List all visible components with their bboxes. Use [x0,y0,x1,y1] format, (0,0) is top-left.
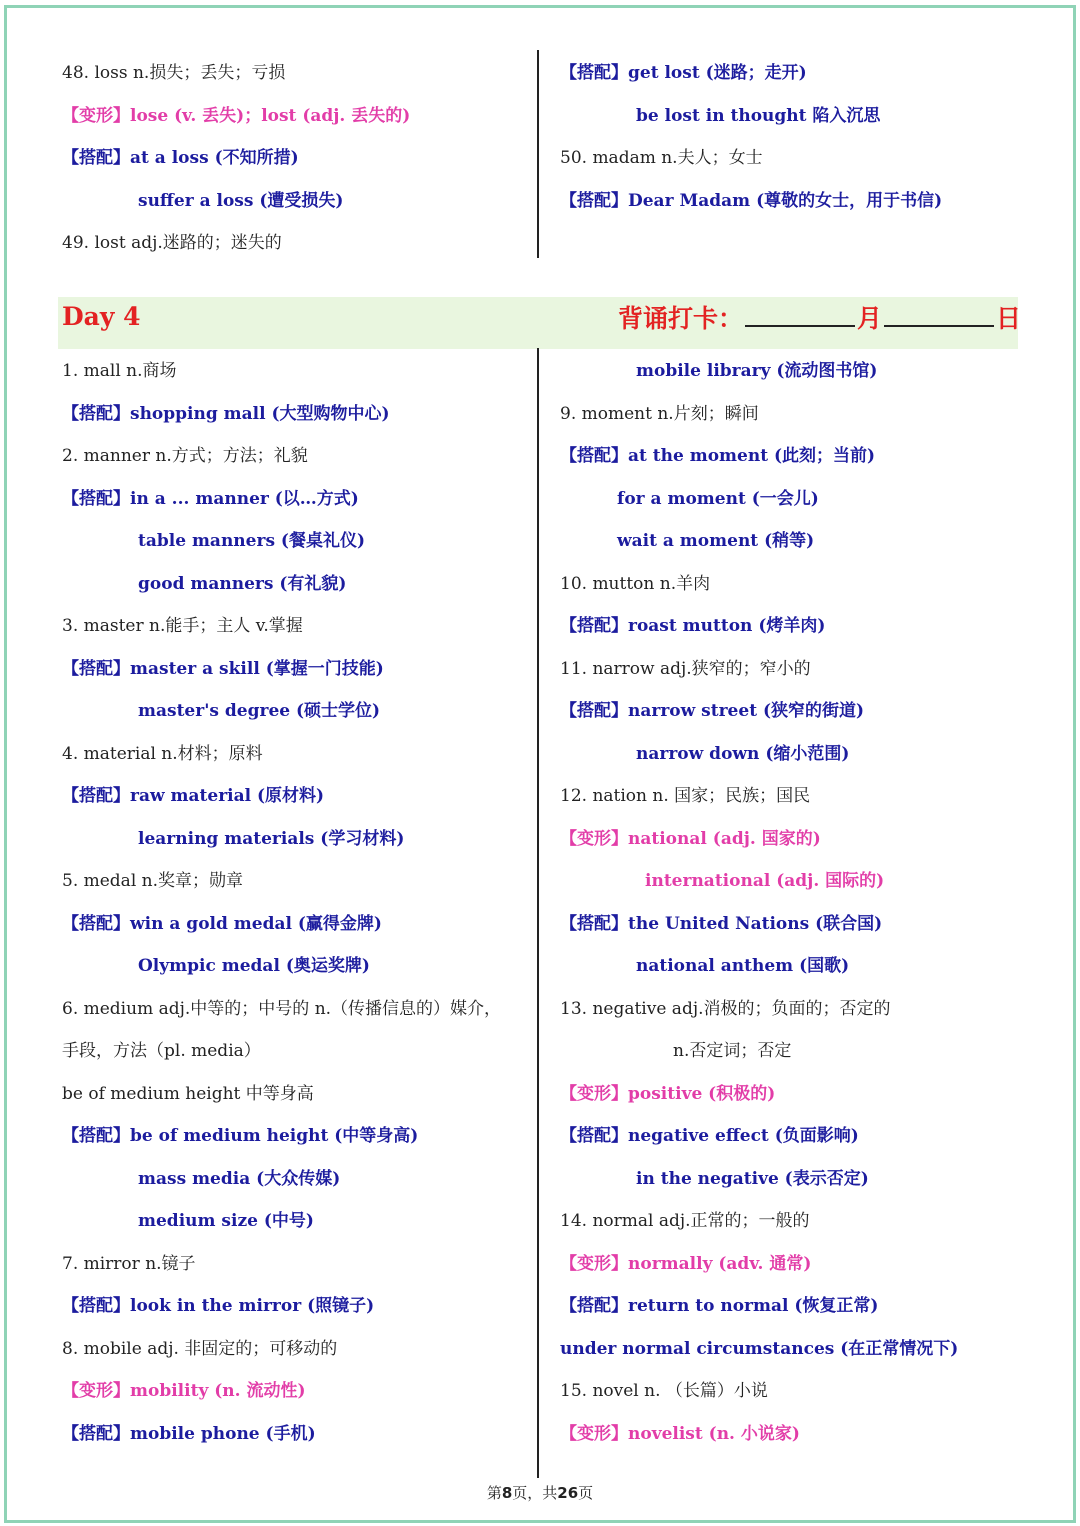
column-divider-top [537,50,539,258]
entry-line: 50. madam n.夫人；女士 [560,148,763,168]
entry-line: 5. medal n.奖章；勋章 [62,871,244,891]
month-blank [745,297,855,327]
footer-page-number: 8 [501,1484,513,1502]
collocation-line: master's degree (硕士学位) [138,701,381,721]
inflection-line: 【变形】mobility (n. 流动性) [62,1381,306,1401]
collocation-line: 【搭配】return to normal (恢复正常) [560,1296,879,1316]
footer-suffix: 页 [578,1484,594,1502]
day-label: 日 [996,304,1022,333]
entry-line: 4. material n.材料；原料 [62,743,263,764]
collocation-line: learning materials (学习材料) [138,828,405,849]
collocation-line: 【搭配】shopping mall (大型购物中心) [62,403,390,424]
entry-line: 9. moment n.片刻；瞬间 [560,403,759,424]
inflection-line: 【变形】novelist (n. 小说家) [560,1423,800,1444]
collocation-line: medium size (中号) [138,1211,314,1231]
inflection-line: 【变形】normally (adv. 通常) [560,1253,812,1274]
collocation-line: table manners (餐桌礼仪) [138,531,366,551]
entry-line: 1. mall n.商场 [62,361,177,381]
entry-line: 2. manner n.方式；方法；礼貌 [62,446,308,466]
collocation-line: 【搭配】win a gold medal (赢得金牌) [62,913,382,934]
day-title: Day 4 [62,302,141,331]
entry-line: 13. negative adj.消极的；负面的；否定的 [560,998,891,1019]
collocation-line: under normal circumstances (在正常情况下) [560,1338,959,1359]
collocation-line: 【搭配】be of medium height (中等身高) [62,1126,419,1146]
entry-line: 14. normal adj.正常的；一般的 [560,1211,810,1231]
entry-line: 3. master n.能手；主人 v.掌握 [62,616,303,636]
collocation-line: 【搭配】Dear Madam (尊敬的女士，用于书信) [560,190,943,211]
footer-total-pages: 26 [557,1484,579,1502]
collocation-line: Olympic medal (奥运奖牌) [138,956,370,976]
inflection-line: 【变形】lose (v. 丢失)；lost (adj. 丢失的) [62,105,411,126]
entry-line: n.否定词；否定 [673,1041,792,1061]
day-blank [884,297,994,327]
collocation-line: wait a moment (稍等) [617,531,815,551]
entry-line: 48. loss n.损失；丢失；亏损 [62,63,286,83]
collocation-line: national anthem (国歌) [636,956,850,976]
collocation-line: 【搭配】look in the mirror (照镜子) [62,1296,375,1316]
collocation-line: for a moment (一会儿) [617,488,819,509]
column-divider-main [537,348,539,1478]
inflection-line: 【变形】positive (积极的) [560,1083,776,1104]
entry-line: 12. nation n. 国家；民族；国民 [560,786,811,806]
collocation-line: 【搭配】raw material (原材料) [62,786,325,806]
collocation-line: narrow down (缩小范围) [636,743,850,764]
collocation-line: be lost in thought 陷入沉思 [636,105,881,126]
collocation-line: 【搭配】mobile phone (手机) [62,1423,316,1444]
footer-mid: 页，共 [512,1484,558,1502]
entry-line: 6. medium adj.中等的；中号的 n.（传播信息的）媒介， [62,998,502,1019]
collocation-line: 【搭配】at the moment (此刻；当前) [560,446,876,466]
entry-line: 49. lost adj.迷路的；迷失的 [62,233,282,253]
collocation-line: 【搭配】in a ... manner (以…方式) [62,488,359,509]
entry-line: 10. mutton n.羊肉 [560,573,711,594]
collocation-line: 【搭配】narrow street (狭窄的街道) [560,701,865,721]
collocation-line: in the negative (表示否定) [636,1168,869,1189]
inflection-line: 【变形】national (adj. 国家的) [560,828,821,849]
entry-line: be of medium height 中等身高 [62,1083,314,1104]
checkin-label [618,297,1021,349]
entry-line: 15. novel n. （长篇）小说 [560,1381,768,1401]
entry-line: 11. narrow adj.狭窄的；窄小的 [560,658,811,679]
entry-line: 7. mirror n.镜子 [62,1253,196,1274]
collocation-line: good manners (有礼貌) [138,573,347,594]
entry-line: 手段，方法（pl. media） [62,1041,261,1061]
collocation-line: 【搭配】the United Nations (联合国) [560,913,883,934]
page-footer [0,1482,1080,1503]
inflection-line: international (adj. 国际的) [645,871,885,891]
collocation-line: 【搭配】get lost (迷路；走开) [560,63,807,83]
entry-line: 8. mobile adj. 非固定的；可移动的 [62,1338,338,1359]
collocation-line: 【搭配】at a loss (不知所措) [62,148,299,168]
collocation-line: mass media (大众传媒) [138,1168,341,1189]
collocation-line: suffer a loss (遭受损失) [138,190,344,211]
collocation-line: 【搭配】negative effect (负面影响) [560,1126,859,1146]
collocation-line: 【搭配】master a skill (掌握一门技能) [62,658,384,679]
collocation-line: mobile library (流动图书馆) [636,361,878,381]
footer-prefix: 第 [486,1484,502,1502]
month-label: 月 [857,304,883,333]
checkin-text: 背诵打卡： [618,304,744,333]
collocation-line: 【搭配】roast mutton (烤羊肉) [560,616,826,636]
